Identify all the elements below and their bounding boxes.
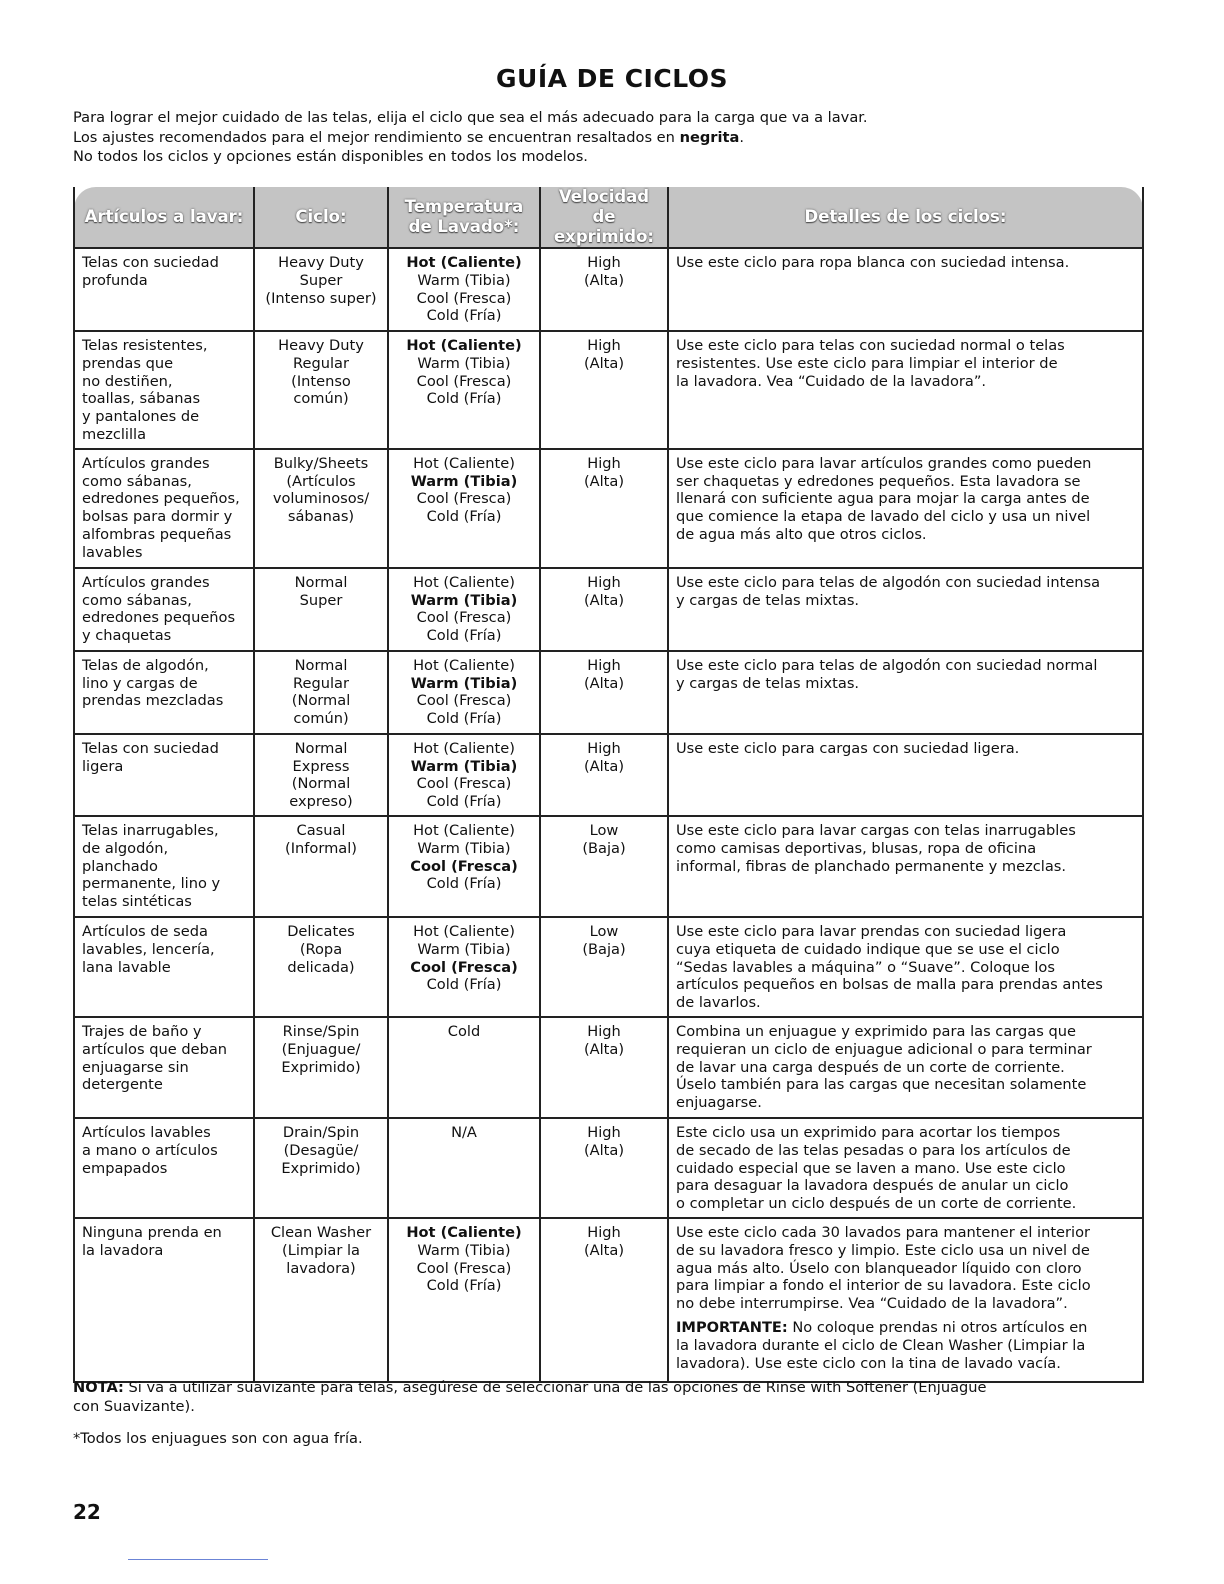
cycle-cell <box>254 1118 388 1218</box>
temperature-option: Cold <box>447 1022 481 1040</box>
table-row <box>74 1118 1143 1218</box>
temperature-option: Cold (Fría) <box>426 875 502 893</box>
cell-line: informal, fibras de planchado permanente y mezclas. <box>676 857 1067 875</box>
cell-line: Artículos grandes <box>82 454 210 472</box>
cell-line: (Alta) <box>583 271 625 289</box>
cell-line: como sábanas, <box>82 591 192 609</box>
cell-line: Exprimido) <box>281 1058 361 1076</box>
cell-line: permanente, lino y <box>82 875 221 893</box>
cell-line: Artículos de seda <box>82 922 208 940</box>
cell-line: Bulky/Sheets <box>273 454 369 472</box>
cell-line: (Enjuague/ <box>281 1040 361 1058</box>
cell-line: Use este ciclo para lavar prendas con suciedad ligera <box>676 922 1067 940</box>
cell-line: delicada) <box>287 958 355 976</box>
cell-line: de su lavadora fresco y limpio. Este ciclo usa un nivel de <box>676 1241 1090 1259</box>
temperature-cell <box>388 248 540 331</box>
cell-line: (Ropa <box>299 940 343 958</box>
articles-cell <box>74 651 254 734</box>
cell-line: de agua más alto que otros ciclos. <box>676 525 927 543</box>
cell-line: artículos pequeños en bolsas de malla para prendas antes <box>676 976 1103 994</box>
cell-line: (Normal <box>291 775 351 793</box>
temperature-option: Hot (Caliente) <box>413 656 515 674</box>
details-cell <box>668 1118 1143 1218</box>
cell-line: (Alta) <box>583 354 625 372</box>
cell-line: High <box>587 454 621 472</box>
spin-speed-cell <box>540 816 668 917</box>
temperature-cell <box>388 1218 540 1382</box>
important-line: No coloque prendas ni otros artículos en <box>787 1318 1088 1336</box>
cell-line: sábanas) <box>287 508 355 526</box>
cell-line: High <box>587 337 621 354</box>
cell-line: a mano o artículos <box>82 1141 218 1159</box>
temperature-option: Cold (Fría) <box>426 710 502 728</box>
cell-line: Super <box>299 271 343 289</box>
spin-speed-cell <box>540 1218 668 1382</box>
cell-line: bolsas para dormir y <box>82 508 233 526</box>
intro-line-3: No todos los ciclos y opciones están disponibles en todos los modelos. <box>73 148 588 165</box>
cell-line: resistentes. Use este ciclo para limpiar el interior de <box>676 354 1058 372</box>
temperature-cell <box>388 449 540 568</box>
cell-line: Regular <box>293 674 349 692</box>
temperature-option: Cool (Fresca) <box>416 775 512 793</box>
temperature-cell <box>388 1017 540 1118</box>
cell-line: enjuagarse. <box>676 1094 762 1112</box>
temperature-option: Cool (Fresca) <box>416 372 512 390</box>
cell-line: de secado de las telas pesadas o para los artículos de <box>676 1141 1071 1159</box>
cell-line: Use este ciclo para cargas con suciedad ligera. <box>676 739 1020 757</box>
table-row <box>74 816 1143 917</box>
cell-line: planchado <box>82 857 158 875</box>
cycle-cell <box>254 734 388 816</box>
cell-line: común) <box>293 710 349 728</box>
temperature-option: Cold (Fría) <box>426 793 502 811</box>
cell-line: “Sedas lavables a máquina” o “Suave”. Coloque los <box>676 958 1055 976</box>
cell-line: Normal <box>294 656 348 674</box>
table-header-row <box>74 187 1143 248</box>
cell-line: Este ciclo usa un exprimido para acortar los tiempos <box>676 1123 1061 1141</box>
cell-line: Rinse/Spin <box>282 1022 360 1040</box>
cell-line: (Alta) <box>583 757 625 775</box>
cell-line: Normal <box>294 573 348 591</box>
temperature-option: Cold (Fría) <box>426 390 502 408</box>
cell-line: Delicates <box>287 922 355 940</box>
cell-line: Normal <box>294 739 348 757</box>
cell-line: (Alta) <box>583 1241 625 1259</box>
important-note <box>676 1319 1135 1372</box>
recommended-temperature: Warm (Tibia) <box>410 591 518 609</box>
cell-line: (Intenso <box>291 372 351 390</box>
temperature-option: Hot (Caliente) <box>413 821 515 839</box>
cell-line: cuya etiqueta de cuidado indique que se use el ciclo <box>676 940 1060 958</box>
cell-line: profunda <box>82 271 148 289</box>
temperature-option: Warm (Tibia) <box>417 1241 511 1259</box>
temperature-cell <box>388 816 540 917</box>
cell-line: enjuagarse sin <box>82 1058 189 1076</box>
cell-line: High <box>587 656 621 674</box>
cell-line: requieran un ciclo de enjuague adicional o para terminar <box>676 1040 1092 1058</box>
cell-line: Ninguna prenda en <box>82 1223 222 1241</box>
cell-line: Use este ciclo para telas de algodón con suciedad normal <box>676 656 1098 674</box>
recommended-temperature: Hot (Caliente) <box>406 254 522 271</box>
temperature-option: Warm (Tibia) <box>417 271 511 289</box>
cycle-cell <box>254 248 388 331</box>
cell-line: High <box>587 254 621 271</box>
cell-line: (Limpiar la <box>282 1241 360 1259</box>
recommended-temperature: Cool (Fresca) <box>410 857 518 875</box>
cell-line: High <box>587 573 621 591</box>
temperature-option: Warm (Tibia) <box>417 940 511 958</box>
cell-line: Regular <box>293 354 349 372</box>
cell-line: Drain/Spin <box>282 1123 360 1141</box>
cycle-cell <box>254 917 388 1017</box>
cell-line: cuidado especial que se laven a mano. Use este ciclo <box>676 1159 1066 1177</box>
cell-line: no destiñen, <box>82 372 173 390</box>
cell-line: Use este ciclo para telas con suciedad normal o telas <box>676 337 1065 354</box>
cell-line: llenará con suficiente agua para mojar la carga antes de <box>676 490 1090 508</box>
cell-line: la lavadora <box>82 1241 164 1259</box>
recommended-temperature: Hot (Caliente) <box>406 337 522 354</box>
temperature-option: Warm (Tibia) <box>417 839 511 857</box>
cell-line: lavables, lencería, <box>82 940 215 958</box>
cell-line: (Intenso super) <box>265 289 377 307</box>
page-number: 22 <box>73 1500 101 1524</box>
table-row <box>74 734 1143 816</box>
details-cell <box>668 331 1143 449</box>
footer-divider <box>128 1559 268 1560</box>
temperature-option: N/A <box>451 1123 477 1141</box>
articles-cell <box>74 449 254 568</box>
articles-cell <box>74 1017 254 1118</box>
cell-line: Express <box>292 757 350 775</box>
cell-line: lavables <box>82 543 143 561</box>
cell-line: (Normal <box>291 692 351 710</box>
important-line: la lavadora durante el ciclo de Clean Washer (Limpiar la <box>676 1336 1086 1354</box>
header-details: Detalles de los ciclos: <box>668 187 1143 248</box>
cell-line: High <box>587 1022 621 1040</box>
cell-line: (Desagüe/ <box>283 1141 359 1159</box>
cell-line: edredones pequeños, <box>82 490 240 508</box>
cell-line: no debe interrumpirse. Vea “Cuidado de la lavadora”. <box>676 1295 1068 1313</box>
spin-speed-cell <box>540 568 668 651</box>
cell-line: Clean Washer <box>270 1223 372 1241</box>
cell-line: ligera <box>82 757 124 775</box>
cell-line: Low <box>589 821 619 839</box>
intro-line-1: Para lograr el mejor cuidado de las telas, elija el ciclo que sea el más adecuado para la carga que va a lavar. <box>73 109 868 126</box>
table-body <box>74 248 1143 1382</box>
temperature-option: Cool (Fresca) <box>416 1259 512 1277</box>
header-temperature: Temperatura de Lavado*: <box>388 187 540 248</box>
recommended-temperature: Warm (Tibia) <box>410 757 518 775</box>
cell-line: High <box>587 1123 621 1141</box>
cell-line: y pantalones de <box>82 408 200 426</box>
temperature-option: Cold (Fría) <box>426 976 502 994</box>
temperature-option: Cool (Fresca) <box>416 490 512 508</box>
table-row <box>74 248 1143 331</box>
cell-line: Super <box>299 591 343 609</box>
cell-line: artículos que deban <box>82 1040 228 1058</box>
note-line-2: con Suavizante). <box>73 1398 195 1415</box>
note-label: NOTA: <box>73 1379 124 1396</box>
cell-line: o completar un ciclo después de un corte de corriente. <box>676 1195 1077 1213</box>
cell-line: (Alta) <box>583 674 625 692</box>
cell-line: de algodón, <box>82 839 169 857</box>
cell-line: (Informal) <box>285 839 357 857</box>
cycle-cell <box>254 568 388 651</box>
cell-line: que comience la etapa de lavado del ciclo y usa un nivel <box>676 508 1091 526</box>
temperature-option: Cool (Fresca) <box>416 609 512 627</box>
footnote: *Todos los enjuagues son con agua fría. <box>73 1430 363 1447</box>
articles-cell <box>74 816 254 917</box>
cell-line: telas sintéticas <box>82 893 192 911</box>
temperature-cell <box>388 917 540 1017</box>
spin-speed-cell <box>540 917 668 1017</box>
important-line: lavadora). Use este ciclo con la tina de lavado vacía. <box>676 1354 1061 1372</box>
cycle-cell <box>254 449 388 568</box>
intro-line-2: Los ajustes recomendados para el mejor rendimiento se encuentran resaltados en negrita. <box>73 128 744 146</box>
temperature-option: Hot (Caliente) <box>413 739 515 757</box>
cell-line: edredones pequeños <box>82 609 236 627</box>
table-row <box>74 568 1143 651</box>
note <box>73 1378 1153 1416</box>
cell-line: alfombras pequeñas <box>82 525 232 543</box>
cell-line: agua más alto. Úselo con blanqueador líquido con cloro <box>676 1259 1082 1277</box>
cell-line: Trajes de baño y <box>82 1022 202 1040</box>
spin-speed-cell <box>540 1118 668 1218</box>
cell-line: para desaguar la lavadora después de anular un ciclo <box>676 1177 1069 1195</box>
cell-line: (Alta) <box>583 1040 625 1058</box>
note-line-1: NOTA: Si va a utilizar suavizante para telas, asegúrese de seleccionar una de las opciones de Rinse with Softener (Enjuague <box>73 1379 987 1396</box>
temperature-option: Hot (Caliente) <box>413 573 515 591</box>
spin-speed-cell <box>540 331 668 449</box>
cell-line: empapados <box>82 1159 168 1177</box>
cell-line: y cargas de telas mixtas. <box>676 591 860 609</box>
table-row <box>74 449 1143 568</box>
cell-line: Use este ciclo para telas de algodón con suciedad intensa <box>676 573 1101 591</box>
table-row <box>74 1017 1143 1118</box>
cell-line: Úselo también para las cargas que necesitan solamente <box>676 1076 1087 1094</box>
cell-line: (Artículos <box>286 472 356 490</box>
cell-line: común) <box>293 390 349 408</box>
cell-line: como camisas deportivas, blusas, ropa de oficina <box>676 839 1037 857</box>
page-title: GUÍA DE CICLOS <box>496 64 728 93</box>
cell-line: Telas con suciedad <box>82 254 219 271</box>
header-cycle: Ciclo: <box>254 187 388 248</box>
details-cell <box>668 568 1143 651</box>
details-cell <box>668 449 1143 568</box>
recommended-temperature: Hot (Caliente) <box>406 1223 522 1241</box>
recommended-temperature: Cool (Fresca) <box>410 958 518 976</box>
cell-line: Exprimido) <box>281 1159 361 1177</box>
details-cell <box>668 248 1143 331</box>
cell-line: detergente <box>82 1076 163 1094</box>
header-articles: Artículos a lavar: <box>74 187 254 248</box>
cell-line: ser chaquetas y edredones pequeños. Esta lavadora se <box>676 472 1081 490</box>
recommended-temperature: Warm (Tibia) <box>410 674 518 692</box>
cell-line: (Baja) <box>582 839 626 857</box>
temperature-option: Cool (Fresca) <box>416 692 512 710</box>
temperature-cell <box>388 331 540 449</box>
cell-line: (Baja) <box>582 940 626 958</box>
cell-line: y chaquetas <box>82 627 172 645</box>
cell-line: mezclilla <box>82 425 147 443</box>
temperature-option: Cold (Fría) <box>426 307 502 325</box>
temperature-option: Cool (Fresca) <box>416 289 512 307</box>
cell-line: (Alta) <box>583 1141 625 1159</box>
cell-line: Telas de algodón, <box>82 656 209 674</box>
temperature-cell <box>388 734 540 816</box>
cycle-cell <box>254 816 388 917</box>
temperature-cell <box>388 1118 540 1218</box>
details-cell <box>668 816 1143 917</box>
articles-cell <box>74 734 254 816</box>
intro-text <box>73 108 1153 167</box>
articles-cell <box>74 248 254 331</box>
cell-line: para limpiar a fondo el interior de su lavadora. Este ciclo <box>676 1277 1091 1295</box>
cell-line: prendas que <box>82 354 174 372</box>
articles-cell <box>74 917 254 1017</box>
cell-line: Telas inarrugables, <box>82 821 219 839</box>
articles-cell <box>74 1218 254 1382</box>
cell-line: Combina un enjuague y exprimido para las cargas que <box>676 1022 1076 1040</box>
cell-line: lana lavable <box>82 958 171 976</box>
temperature-option: Cold (Fría) <box>426 627 502 645</box>
cell-line: High <box>587 739 621 757</box>
table-row <box>74 331 1143 449</box>
cell-line: (Alta) <box>583 472 625 490</box>
details-cell <box>668 1218 1143 1382</box>
temperature-option: Cold (Fría) <box>426 508 502 526</box>
cell-line: Use este ciclo para ropa blanca con suciedad intensa. <box>676 254 1070 271</box>
spin-speed-cell <box>540 734 668 816</box>
cell-line: Casual <box>296 821 346 839</box>
articles-cell <box>74 1118 254 1218</box>
cell-line: y cargas de telas mixtas. <box>676 674 860 692</box>
cell-line: de lavar una carga después de un corte de corriente. <box>676 1058 1065 1076</box>
cell-line: Heavy Duty <box>278 337 364 354</box>
details-cell <box>668 917 1143 1017</box>
temperature-cell <box>388 568 540 651</box>
cell-line: High <box>587 1223 621 1241</box>
cell-line: Use este ciclo para lavar cargas con telas inarrugables <box>676 821 1076 839</box>
important-label: IMPORTANTE: <box>676 1318 788 1336</box>
cycle-cell <box>254 1218 388 1382</box>
spin-speed-cell <box>540 1017 668 1118</box>
cycle-cell <box>254 1017 388 1118</box>
cell-line: Heavy Duty <box>278 254 364 271</box>
temperature-option: Warm (Tibia) <box>417 354 511 372</box>
spin-speed-cell <box>540 248 668 331</box>
cycle-cell <box>254 651 388 734</box>
cell-line: Artículos grandes <box>82 573 210 591</box>
cell-line: de lavarlos. <box>676 994 761 1012</box>
temperature-option: Hot (Caliente) <box>413 454 515 472</box>
cell-line: lino y cargas de <box>82 674 198 692</box>
cell-line: Use este ciclo para lavar artículos grandes como pueden <box>676 454 1092 472</box>
cell-line: Telas resistentes, <box>82 337 208 354</box>
table-row <box>74 651 1143 734</box>
cell-line: como sábanas, <box>82 472 192 490</box>
spin-speed-cell <box>540 449 668 568</box>
cell-line: prendas mezcladas <box>82 692 224 710</box>
details-cell <box>668 1017 1143 1118</box>
cell-line: voluminosos/ <box>272 490 370 508</box>
cell-line: lavadora) <box>286 1259 356 1277</box>
bold-word: negrita <box>679 128 740 146</box>
cell-line: Telas con suciedad <box>82 739 219 757</box>
cycle-guide-table <box>73 187 1144 1383</box>
cell-line: toallas, sábanas <box>82 390 201 408</box>
details-cell <box>668 651 1143 734</box>
cell-line: expreso) <box>289 793 353 811</box>
details-cell <box>668 734 1143 816</box>
recommended-temperature: Warm (Tibia) <box>410 472 518 490</box>
articles-cell <box>74 331 254 449</box>
spin-speed-cell <box>540 651 668 734</box>
table-row <box>74 1218 1143 1382</box>
cell-line: (Alta) <box>583 591 625 609</box>
cell-line: Artículos lavables <box>82 1123 211 1141</box>
temperature-option: Hot (Caliente) <box>413 922 515 940</box>
articles-cell <box>74 568 254 651</box>
temperature-cell <box>388 651 540 734</box>
table-row <box>74 917 1143 1017</box>
cell-line: Low <box>589 922 619 940</box>
header-spin-speed: Velocidad de exprimido: <box>540 187 668 248</box>
cell-line: Use este ciclo cada 30 lavados para mantener el interior <box>676 1223 1091 1241</box>
temperature-option: Cold (Fría) <box>426 1277 502 1295</box>
cycle-cell <box>254 331 388 449</box>
cell-line: la lavadora. Vea “Cuidado de la lavadora”. <box>676 372 987 390</box>
